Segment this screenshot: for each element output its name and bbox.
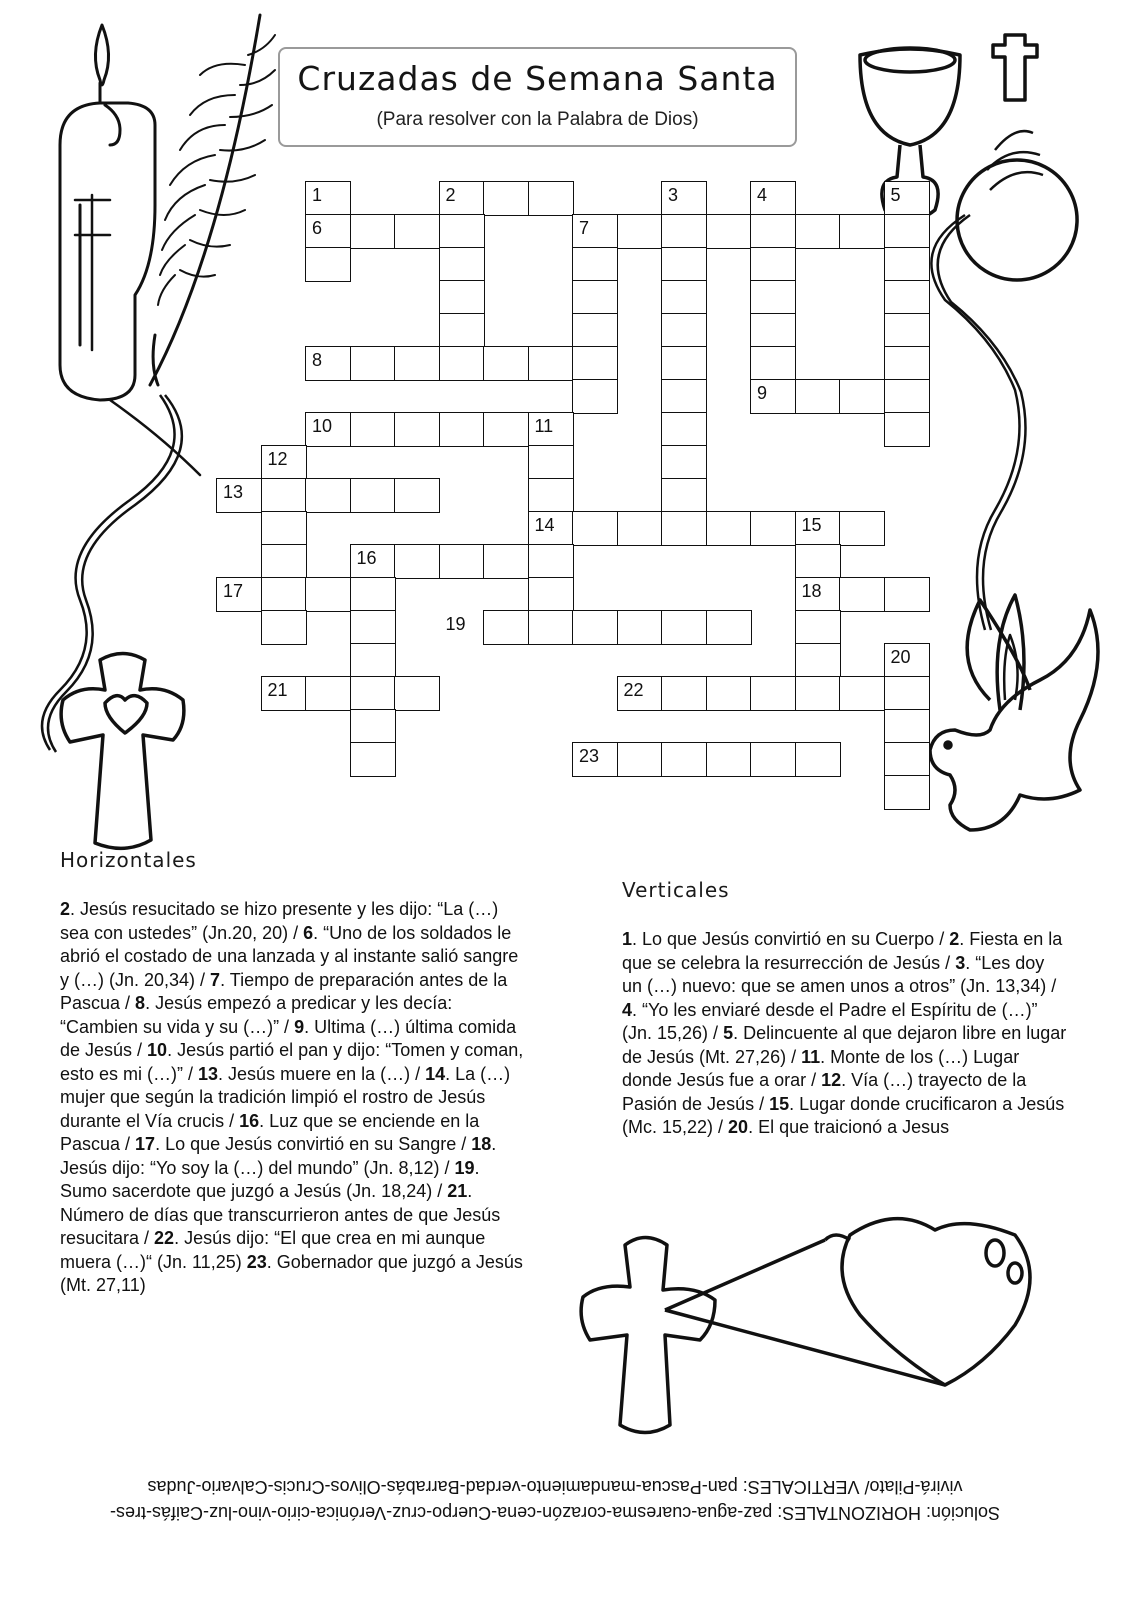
grid-cell[interactable] (839, 214, 885, 249)
clue-number: 9 (294, 1016, 305, 1037)
grid-cell[interactable] (439, 280, 485, 315)
clue-number: 7 (210, 969, 221, 990)
clue-number: 6 (312, 218, 323, 238)
clue-number: 2 (60, 899, 71, 919)
grid-cell[interactable] (305, 676, 351, 711)
grid-cell[interactable] (661, 214, 707, 249)
grid-cell[interactable] (750, 379, 796, 414)
grid-cell[interactable] (750, 742, 796, 777)
clue-text: . Número de días que transcurrieron antes de que Jesús resucitara / (60, 1181, 501, 1248)
grid-cell[interactable] (305, 412, 351, 447)
clue-number: 20 (890, 647, 911, 667)
grid-cell[interactable] (528, 445, 574, 480)
grid-cell[interactable] (795, 676, 841, 711)
grid-cell[interactable] (884, 313, 930, 348)
clue-number: 16 (356, 548, 377, 568)
grid-cell[interactable] (884, 346, 930, 381)
clue-number: 11 (534, 416, 554, 436)
grid-cell[interactable] (884, 709, 930, 744)
clue-text: . Sumo sacerdote que juzgó a Jesús (Jn. 18,24) / (60, 1157, 480, 1201)
grid-cell[interactable] (617, 742, 663, 777)
clue-number: 4 (622, 999, 633, 1020)
grid-cell[interactable] (528, 577, 574, 612)
grid-cell[interactable] (839, 379, 885, 414)
grid-cell[interactable] (439, 346, 485, 381)
grid-cell[interactable] (261, 676, 307, 711)
grid-cell[interactable] (795, 511, 841, 546)
grid-cell[interactable] (795, 577, 841, 612)
clue-number: 9 (757, 383, 768, 403)
grid-cell[interactable] (795, 643, 841, 678)
clue-number: 10 (312, 416, 333, 436)
grid-cell[interactable] (439, 544, 485, 579)
clue-number: 23 (246, 1251, 267, 1272)
grid-cell[interactable] (750, 511, 796, 546)
clue-number: 14 (425, 1063, 446, 1084)
grid-cell[interactable] (572, 610, 618, 645)
grid-cell[interactable] (661, 313, 707, 348)
grid-cell[interactable] (795, 379, 841, 414)
grid-cell[interactable] (350, 709, 396, 744)
clue-number: 8 (135, 993, 146, 1013)
clue-text: . Tiempo de preparación antes de la Pascua / (60, 969, 508, 1013)
grid-cell[interactable] (572, 247, 618, 282)
clue-number: 1 (312, 185, 323, 205)
grid-cell[interactable] (661, 379, 707, 414)
grid-cell[interactable] (795, 544, 841, 579)
grid-cell[interactable] (305, 214, 351, 249)
clue-number: 19 (445, 614, 466, 634)
clue-text: . Lugar donde crucificaron a Jesús (Mc. 15,22) / (622, 1093, 1065, 1137)
clue-number: 21 (447, 1181, 468, 1201)
solution-text (95, 1474, 1015, 1526)
grid-cell[interactable] (884, 643, 930, 678)
clue-text: . Monte de los (…) Lugar donde Jesús fue a orar / (622, 1046, 1020, 1090)
grid-cell[interactable] (528, 346, 574, 381)
grid-cell[interactable] (617, 610, 663, 645)
clue-text: . Jesús muere en la (…) / (218, 1063, 426, 1084)
grid-cell[interactable] (483, 544, 529, 579)
grid-cell[interactable] (750, 346, 796, 381)
grid-cell[interactable] (661, 445, 707, 480)
clue-text: . Jesús dijo: “Yo soy la (…) del mundo” (Jn. 8,12) / (60, 1134, 497, 1178)
grid-cell[interactable] (261, 610, 307, 645)
grid-cell[interactable] (706, 742, 752, 777)
grid-cell[interactable] (261, 511, 307, 546)
clue-number: 22 (154, 1228, 175, 1248)
clue-text: . Jesús resucitado se hizo presente y les dijo: “La (…) sea con ustedes” (Jn.20, 20) / (60, 899, 499, 943)
grid-cell[interactable] (661, 478, 707, 513)
clue-number: 2 (445, 185, 456, 205)
grid-cell[interactable] (439, 313, 485, 348)
clue-text: . La (…) mujer que según la tradición limpió el rostro de Jesús durante el Vía crucis / (60, 1063, 511, 1131)
clue-number: 19 (454, 1157, 475, 1178)
grid-cell[interactable] (795, 742, 841, 777)
clue-number: 5 (723, 1023, 734, 1043)
clue-text: . “Uno de los soldados le abrió el costado de una lanzada y al instante salió sangre y (…) (Jn. 20,34) / (60, 922, 519, 990)
grid-cell[interactable] (261, 445, 307, 480)
clue-number: 13 (198, 1063, 219, 1084)
clue-text: . “Les doy un (…) nuevo: que se amen unos a otros” (Jn. 13,34) / (622, 952, 1057, 996)
clue-number: 15 (769, 1093, 790, 1114)
grid-cell[interactable] (350, 544, 396, 579)
grid-cell[interactable] (439, 214, 485, 249)
grid-cell[interactable] (483, 610, 529, 645)
grid-cell[interactable] (350, 577, 396, 612)
cross-heart-icon (55, 645, 190, 865)
grid-cell[interactable] (839, 577, 885, 612)
grid-cell[interactable] (661, 280, 707, 315)
clue-number: 10 (147, 1040, 168, 1060)
grid-cell[interactable] (750, 181, 796, 216)
grid-cell[interactable] (350, 214, 396, 249)
cross-beam-heart-icon (575, 1215, 1055, 1445)
grid-cell[interactable] (884, 214, 930, 249)
verticales-clues (622, 928, 1067, 1140)
title-box (278, 47, 797, 147)
grid-cell[interactable] (750, 280, 796, 315)
clue-number: 17 (135, 1134, 156, 1154)
grid-cell[interactable] (572, 313, 618, 348)
grid-cell[interactable] (661, 181, 707, 216)
grid-cell[interactable] (750, 676, 796, 711)
clue-number: 13 (223, 482, 244, 502)
clue-text: . Jesús partió el pan y dijo: “Tomen y coman, esto es mi (…)” / (60, 1040, 524, 1084)
grid-cell[interactable] (706, 511, 752, 546)
grid-cell[interactable] (261, 478, 307, 513)
clue-number: 3 (955, 952, 966, 973)
grid-cell[interactable] (394, 346, 440, 381)
grid-cell[interactable] (528, 181, 574, 216)
grid-cell[interactable] (528, 610, 574, 645)
grid-cell[interactable] (661, 346, 707, 381)
clue-text: . Ultima (…) última comida de Jesús / (60, 1016, 517, 1060)
horizontales-heading: Horizontales (60, 848, 197, 872)
grid-cell[interactable] (439, 247, 485, 282)
grid-cell[interactable] (572, 214, 618, 249)
grid-cell[interactable] (350, 643, 396, 678)
clue-text: . Luz que se enciende en la Pascua / (60, 1110, 480, 1154)
clue-text: . Jesús dijo: “El que crea en mi aunque muera (…)“ (Jn. 11,25) (60, 1228, 486, 1272)
clue-text: . Delincuente al que dejaron libre en lugar de Jesús (Mt. 27,26) / (622, 1023, 1067, 1067)
page-title: Cruzadas de Semana Santa (297, 59, 778, 98)
clue-number: 6 (303, 922, 314, 943)
grid-cell[interactable] (350, 478, 396, 513)
clue-text: . El que traicionó a Jesus (748, 1117, 950, 1137)
grid-cell[interactable] (617, 214, 663, 249)
grid-cell[interactable] (661, 676, 707, 711)
grid-cell[interactable] (261, 577, 307, 612)
grid-cell[interactable] (795, 214, 841, 249)
horizontales-clues (60, 898, 530, 1298)
grid-cell[interactable] (483, 346, 529, 381)
grid-cell[interactable] (617, 676, 663, 711)
grid-cell[interactable] (394, 544, 440, 579)
clue-number: 5 (890, 185, 901, 205)
clue-number: 7 (579, 218, 590, 238)
grid-cell[interactable] (706, 214, 752, 249)
clue-number: 4 (757, 185, 768, 205)
clue-number: 8 (312, 350, 323, 370)
grid-cell[interactable] (528, 511, 574, 546)
grid-cell[interactable] (572, 742, 618, 777)
clue-text: . Lo que Jesús convirtió en su Sangre / (155, 1134, 472, 1154)
grid-cell[interactable] (884, 742, 930, 777)
grid-cell[interactable] (350, 742, 396, 777)
grid-cell[interactable] (528, 544, 574, 579)
grid-cell[interactable] (750, 313, 796, 348)
grid-cell[interactable] (661, 412, 707, 447)
grid-cell[interactable] (572, 280, 618, 315)
clue-text: . Lo que Jesús convirtió en su Cuerpo / (632, 929, 950, 949)
grid-cell[interactable] (706, 676, 752, 711)
grid-cell[interactable] (661, 610, 707, 645)
grid-cell[interactable] (439, 181, 485, 216)
grid-cell[interactable] (884, 280, 930, 315)
clue-text: . Jesús empezó a predicar y les decía: “Cambien su vida y su (…)” / (60, 993, 453, 1037)
dove-flame-icon (910, 580, 1110, 880)
clue-number: 16 (239, 1110, 260, 1131)
clue-number: 22 (623, 680, 644, 700)
candle-palm-icon (40, 5, 280, 425)
clue-text: . Vía (…) trayecto de la Pasión de Jesús / (622, 1070, 1027, 1114)
grid-cell[interactable] (661, 511, 707, 546)
solution-line-2: vivirá-Pilato/ VERTICALES: pan-Pascua-mandamiento-verdad-Barrabás-Olivos-Crucis-Calvario-Judas (147, 1477, 963, 1497)
grid-cell[interactable] (305, 346, 351, 381)
grid-cell[interactable] (884, 247, 930, 282)
clue-number: 21 (267, 680, 288, 700)
grid-cell[interactable] (750, 214, 796, 249)
clue-text: . “Yo les enviaré desde el Padre el Espíritu de (…)” (Jn. 15,26) / (622, 999, 1038, 1043)
grid-cell[interactable] (350, 412, 396, 447)
clue-number: 20 (728, 1117, 749, 1137)
grid-cell[interactable] (572, 511, 618, 546)
grid-cell[interactable] (216, 478, 262, 513)
grid-cell[interactable] (661, 247, 707, 282)
clue-number: 2 (949, 929, 960, 949)
grid-cell[interactable] (661, 742, 707, 777)
grid-cell[interactable] (350, 346, 396, 381)
grid-cell[interactable] (483, 412, 529, 447)
grid-cell[interactable] (884, 676, 930, 711)
grid-cell[interactable] (394, 214, 440, 249)
clue-number: 11 (801, 1046, 821, 1067)
clue-text: . Gobernador que juzgó a Jesús (Mt. 27,11) (60, 1251, 523, 1295)
clue-number: 18 (471, 1134, 492, 1154)
page-subtitle: (Para resolver con la Palabra de Dios) (376, 109, 699, 130)
grid-cell[interactable] (305, 247, 351, 282)
grid-cell[interactable] (528, 478, 574, 513)
grid-cell[interactable] (839, 511, 885, 546)
grid-cell[interactable] (394, 412, 440, 447)
clue-number: 23 (579, 746, 600, 766)
clue-number: 1 (622, 929, 633, 949)
grid-cell[interactable] (394, 478, 440, 513)
grid-cell[interactable] (884, 577, 930, 612)
grid-cell[interactable] (795, 610, 841, 645)
grid-cell[interactable] (884, 775, 930, 810)
grid-cell[interactable] (706, 610, 752, 645)
grid-cell[interactable] (305, 181, 351, 216)
grid-cell[interactable] (750, 247, 796, 282)
grid-cell[interactable] (572, 379, 618, 414)
clue-number: 12 (267, 449, 288, 469)
grid-cell[interactable] (884, 181, 930, 216)
clue-number: 12 (821, 1070, 842, 1090)
grid-cell[interactable] (884, 412, 930, 447)
grid-cell[interactable] (617, 511, 663, 546)
clue-number: 18 (801, 581, 822, 601)
clue-number: 14 (534, 515, 555, 535)
grid-cell[interactable] (394, 676, 440, 711)
grid-cell[interactable] (884, 379, 930, 414)
grid-cell[interactable] (528, 412, 574, 447)
grid-cell[interactable] (216, 577, 262, 612)
grid-cell[interactable] (305, 577, 351, 612)
clue-number: 3 (668, 185, 679, 205)
grid-cell[interactable] (483, 181, 529, 216)
grid-cell[interactable] (350, 610, 396, 645)
solution-line-1: Solución: HORIZONTALES: paz-agua-cuaresma-corazón-cena-Cuerpo-cruz-Verónica-cirio-vino-luz-Caifás-tres- (110, 1503, 1000, 1523)
grid-cell[interactable] (261, 544, 307, 579)
grid-cell[interactable] (350, 676, 396, 711)
grid-cell[interactable] (572, 346, 618, 381)
clue-number: 17 (223, 581, 244, 601)
verticales-heading: Verticales (622, 878, 730, 902)
grid-cell[interactable] (439, 412, 485, 447)
grid-cell[interactable] (305, 478, 351, 513)
clue-text: . Fiesta en la que se celebra la resurrección de Jesús / (622, 929, 1063, 973)
clue-number: 15 (801, 515, 822, 535)
grid-cell[interactable] (839, 676, 885, 711)
